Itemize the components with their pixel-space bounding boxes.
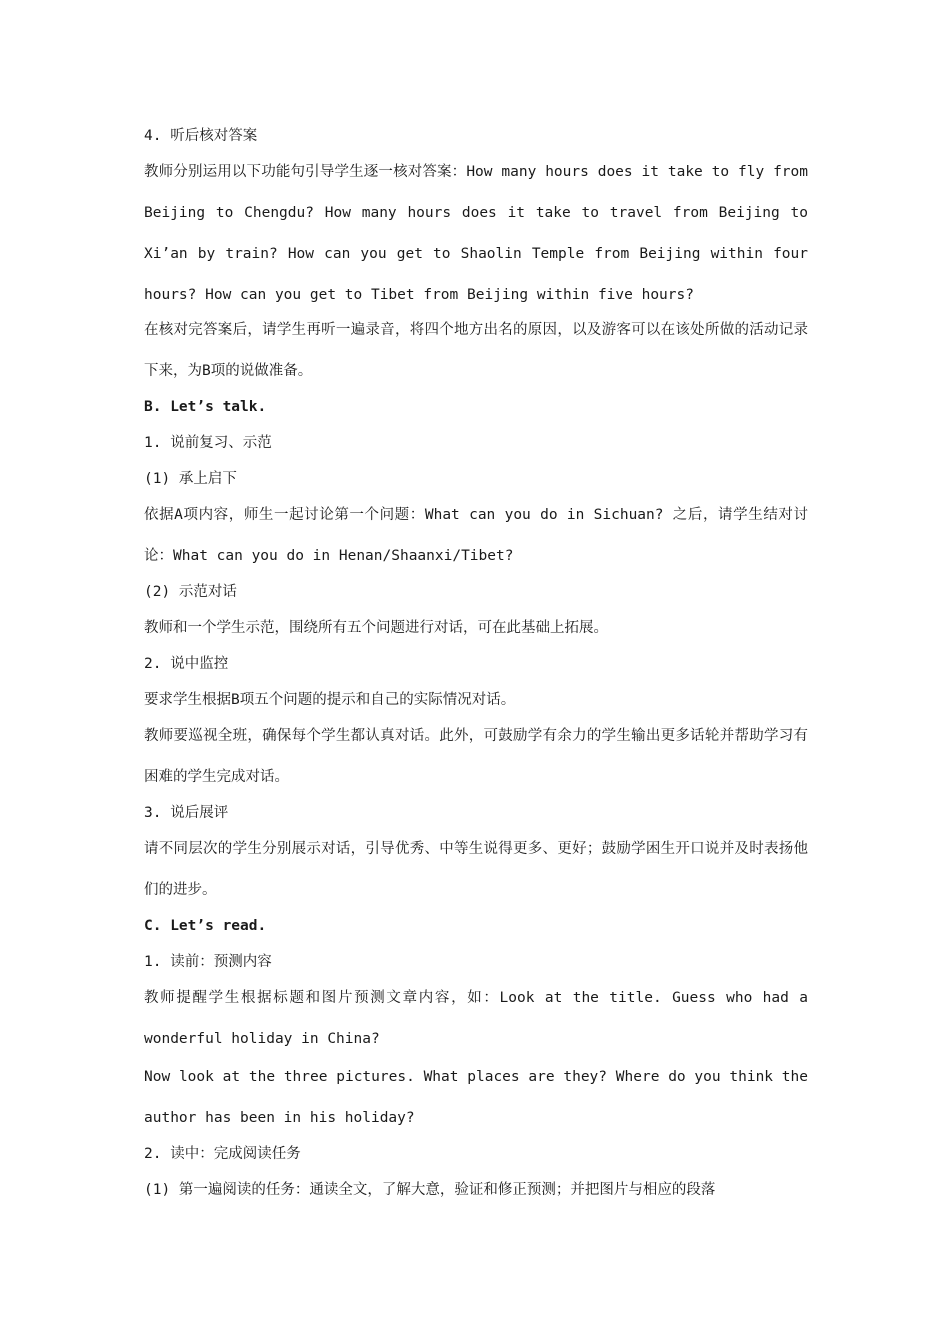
paragraph-listen-again: 在核对完答案后，请学生再听一遍录音，将四个地方出名的原因，以及游客可以在该处所做的活动记录下来，为B项的说做准备。 — [144, 322, 808, 379]
substep-heading-transition: (1) 承上启下 — [144, 471, 237, 487]
step-heading-monitor: 2. 说中监控 — [144, 656, 229, 672]
paragraph-predict-pictures: Now look at the three pictures. What places are they? Where do you think the author has been in his holiday? — [144, 1069, 808, 1126]
paragraph-monitor-requirement: 要求学生根据B项五个问题的提示和自己的实际情况对话。 — [144, 692, 516, 708]
section-heading-lets-read: C. Let’s read. — [144, 918, 267, 934]
step-heading-predict: 1. 读前：预测内容 — [144, 954, 272, 970]
section-heading-lets-talk: B. Let’s talk. — [144, 399, 267, 415]
substep-heading-demo-dialogue: (2) 示范对话 — [144, 584, 237, 600]
paragraph-show-evaluate: 请不同层次的学生分别展示对话，引导优秀、中等生说得更多、更好；鼓励学困生开口说并及时表扬他们的进步。 — [144, 841, 808, 898]
substep-first-reading: (1) 第一遍阅读的任务：通读全文，了解大意，验证和修正预测；并把图片与相应的段落 — [144, 1182, 716, 1198]
step-heading-reading-tasks: 2. 读中：完成阅读任务 — [144, 1146, 301, 1162]
step-heading-review-demo: 1. 说前复习、示范 — [144, 435, 272, 451]
paragraph-demo-dialogue: 教师和一个学生示范，围绕所有五个问题进行对话，可在此基础上拓展。 — [144, 620, 608, 636]
step-heading-show-evaluate: 3. 说后展评 — [144, 805, 229, 821]
paragraph-check-answers: 教师分别运用以下功能句引导学生逐一核对答案：How many hours does it take to fly from Beijing to Chengdu? How many hours does it take to travel from Beijing to Xi’an by train? How can you get to Shaolin Temple from Beijing within four hours? How can you get to Tibet from Beijing within five hours? — [144, 164, 808, 303]
paragraph-predict-title: 教师提醒学生根据标题和图片预测文章内容，如：Look at the title. Guess who had a wonderful holiday in China? — [144, 990, 808, 1047]
paragraph-discussion: 依据A项内容，师生一起讨论第一个问题：What can you do in Sichuan? 之后，请学生结对讨论：What can you do in Henan/Shaanxi/Tibet? — [144, 507, 808, 564]
document-page — [144, 118, 808, 1208]
paragraph-monitor-class: 教师要巡视全班，确保每个学生都认真对话。此外，可鼓励学有余力的学生输出更多话轮并帮助学习有困难的学生完成对话。 — [144, 728, 808, 785]
step-heading-check-answers: 4. 听后核对答案 — [144, 128, 258, 144]
